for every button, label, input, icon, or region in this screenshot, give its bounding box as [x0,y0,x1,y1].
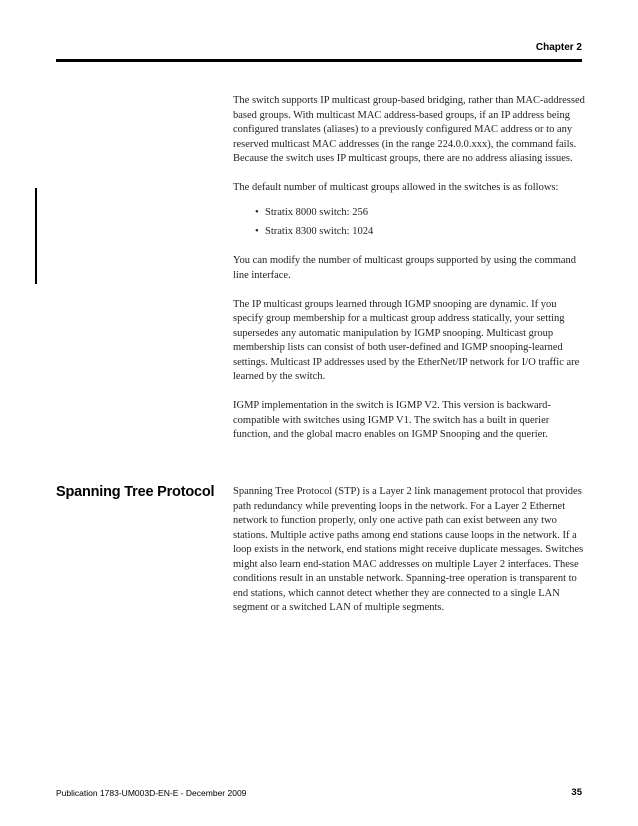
paragraph: The switch supports IP multicast group-based bridging, rather than MAC-addressed based groups. With multicast MAC address-based groups, if an IP address being configured translates (aliases) to a previously configured MAC address or to any reserved multicast MAC addresses (in the range 224.0.0.xxx), the command fails. Because the switch uses IP multicast groups, there are no address aliasing issues. [233,95,585,164]
body-column-section [233,485,589,630]
list-item [255,206,589,221]
change-bar [35,188,37,284]
chapter-label: Chapter 2 [535,42,582,53]
paragraph: The default number of multicast groups allowed in the switches is as follows: [233,182,559,193]
paragraph: IGMP implementation in the switch is IGMP V2. This version is backward-compatible with switches using IGMP V1. The switch has a built in querier function, and the global macro enables on IGMP Snooping and the querier. [233,400,551,440]
header-rule [56,59,582,62]
paragraph: The IP multicast groups learned through IGMP snooping are dynamic. If you specify group membership for a multicast group address statically, your setting supersedes any automatic manipulation by IGMP snooping. Multicast group membership lists can consist of both user-defined and IGMP snooping-learned settings. Multicast IP addresses used by the EtherNet/IP network for I/O traffic are learned by the switch. [233,298,580,382]
page-number: 35 [571,787,582,798]
list-item-text: Stratix 8300 switch: 1024 [265,226,374,237]
bullet-icon: • [255,206,259,218]
section-heading: Spanning Tree Protocol [56,484,215,500]
paragraph: Spanning Tree Protocol (STP) is a Layer 2 link management protocol that provides path redundancy while preventing loops in the network. For a Layer 2 Ethernet network to function properly, only one active path can exist between any two stations. Multiple active paths among end stations cause loops in the network. If a loop exists in the network, end stations might receive duplicate messages. Switches might also learn end-station MAC addresses on multiple Layer 2 interfaces. These conditions result in an unstable network. Spanning-tree operation is transparent to end stations, which cannot detect whether they are connected to a single LAN segment or a switched LAN of multiple segments. [233,486,584,613]
body-column-top [233,94,589,457]
paragraph: You can modify the number of multicast groups supported by using the command line interface. [233,255,577,281]
bullet-list [233,206,589,240]
footer-publication: Publication 1783-UM003D-EN-E - December 2009 [56,788,247,798]
bullet-icon: • [255,226,259,237]
list-item [255,225,589,240]
list-item-text: Stratix 8000 switch: 256 [265,206,368,218]
